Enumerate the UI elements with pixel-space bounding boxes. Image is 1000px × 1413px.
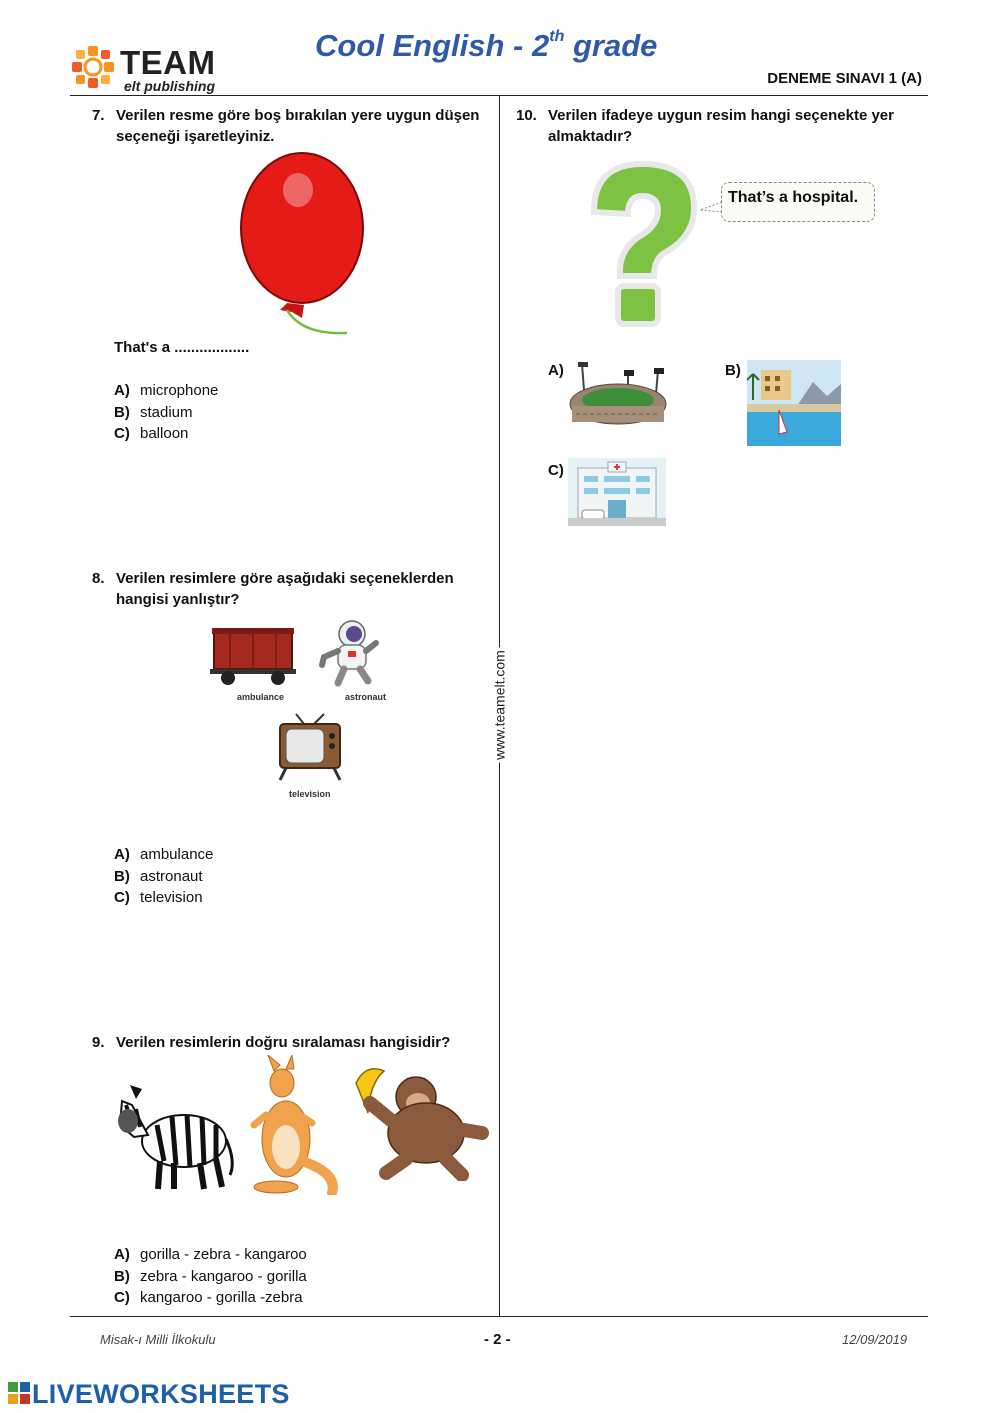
exam-label: DENEME SINAVI 1 (A) xyxy=(767,70,922,87)
school-name: Misak-ı Milli İlkokulu xyxy=(100,1332,216,1347)
question-number: 9. xyxy=(92,1034,105,1051)
option-letter: A) xyxy=(114,1246,130,1263)
option-b[interactable] xyxy=(114,866,414,888)
option-text: television xyxy=(140,889,203,906)
option-a-label[interactable]: A) xyxy=(548,362,564,379)
stadium-image[interactable] xyxy=(568,360,668,430)
logo-flower-icon xyxy=(70,44,116,90)
question-number: 10. xyxy=(516,107,537,124)
fill-in-blank: That's a .................. xyxy=(114,339,250,356)
caption-astronaut: astronaut xyxy=(345,692,387,702)
seaside-image[interactable] xyxy=(747,360,841,446)
option-c[interactable] xyxy=(114,1287,434,1309)
exam-date: 12/09/2019 xyxy=(842,1332,908,1347)
question-text: Verilen resimlere göre aşağıdaki seçeneklerden hangisi yanlıştır? xyxy=(116,570,454,608)
option-letter: A) xyxy=(114,846,130,863)
bubble-tail xyxy=(700,200,722,214)
option-letter: B) xyxy=(114,403,130,421)
title-suffix: grade xyxy=(564,28,658,63)
team-logo xyxy=(70,42,230,94)
balloon-image xyxy=(232,150,372,340)
option-letter: C) xyxy=(114,889,130,906)
question-8 xyxy=(92,568,492,612)
page-title xyxy=(315,28,657,64)
title-prefix: Cool English - 2 xyxy=(315,28,550,63)
option-a[interactable] xyxy=(114,844,414,866)
caption-television: television xyxy=(289,789,331,799)
option-a[interactable] xyxy=(114,380,414,402)
title-sup: th xyxy=(549,27,565,45)
question-mark-icon xyxy=(582,158,702,330)
option-text: microphone xyxy=(140,382,219,399)
footer-divider xyxy=(70,1316,928,1317)
question-number: 7. xyxy=(92,107,105,124)
page-number: - 2 - xyxy=(484,1331,511,1348)
logo-sub-text: elt publishing xyxy=(124,78,215,94)
question-text: Verilen resme göre boş bırakılan yere uygun düşen seçeneği işaretleyiniz. xyxy=(116,107,480,145)
option-text: zebra - kangaroo - gorilla xyxy=(140,1267,307,1285)
q9-options xyxy=(114,1244,434,1309)
option-text: kangaroo - gorilla -zebra xyxy=(140,1289,303,1306)
option-letter: A) xyxy=(114,382,130,399)
q7-options xyxy=(114,380,414,445)
side-url: www.teamelt.com xyxy=(492,648,508,763)
option-c[interactable] xyxy=(114,423,414,445)
option-text: astronaut xyxy=(140,867,203,885)
question-10 xyxy=(516,105,926,149)
liveworksheets-logo-icon xyxy=(8,1379,32,1409)
option-b[interactable] xyxy=(114,1266,434,1288)
question-9 xyxy=(92,1032,492,1056)
option-a[interactable] xyxy=(114,1244,434,1266)
brand-wordmark[interactable]: LIVEWORKSHEETS xyxy=(32,1379,290,1409)
option-b[interactable] xyxy=(114,402,414,424)
page-header xyxy=(70,27,928,96)
question-text: Verilen resimlerin doğru sıralaması hangisidir? xyxy=(116,1034,451,1051)
option-text: balloon xyxy=(140,425,189,442)
question-7 xyxy=(92,105,492,149)
television-image xyxy=(274,712,350,782)
q8-options xyxy=(114,844,414,909)
option-letter: C) xyxy=(114,425,130,442)
option-c[interactable] xyxy=(114,887,414,909)
option-letter: B) xyxy=(114,867,130,885)
option-letter: C) xyxy=(114,1289,130,1306)
question-number: 8. xyxy=(92,570,105,587)
kangaroo-image xyxy=(246,1055,342,1195)
option-text: stadium xyxy=(140,403,193,421)
logo-main-text: TEAM xyxy=(120,44,216,81)
zebra-image xyxy=(112,1065,238,1193)
option-text: gorilla - zebra - kangaroo xyxy=(140,1246,307,1263)
gorilla-image xyxy=(346,1063,490,1181)
question-text: Verilen ifadeye uygun resim hangi seçenekte yer almaktadır? xyxy=(548,107,894,145)
astronaut-image xyxy=(318,617,384,687)
option-b-label[interactable]: B) xyxy=(725,362,741,379)
option-text: ambulance xyxy=(140,846,214,863)
caption-ambulance: ambulance xyxy=(237,692,285,702)
speech-bubble: That’s a hospital. xyxy=(721,182,875,222)
wagon-image xyxy=(210,625,296,687)
option-letter: B) xyxy=(114,1267,130,1285)
hospital-image[interactable] xyxy=(568,458,666,526)
option-c-label[interactable]: C) xyxy=(548,462,564,479)
